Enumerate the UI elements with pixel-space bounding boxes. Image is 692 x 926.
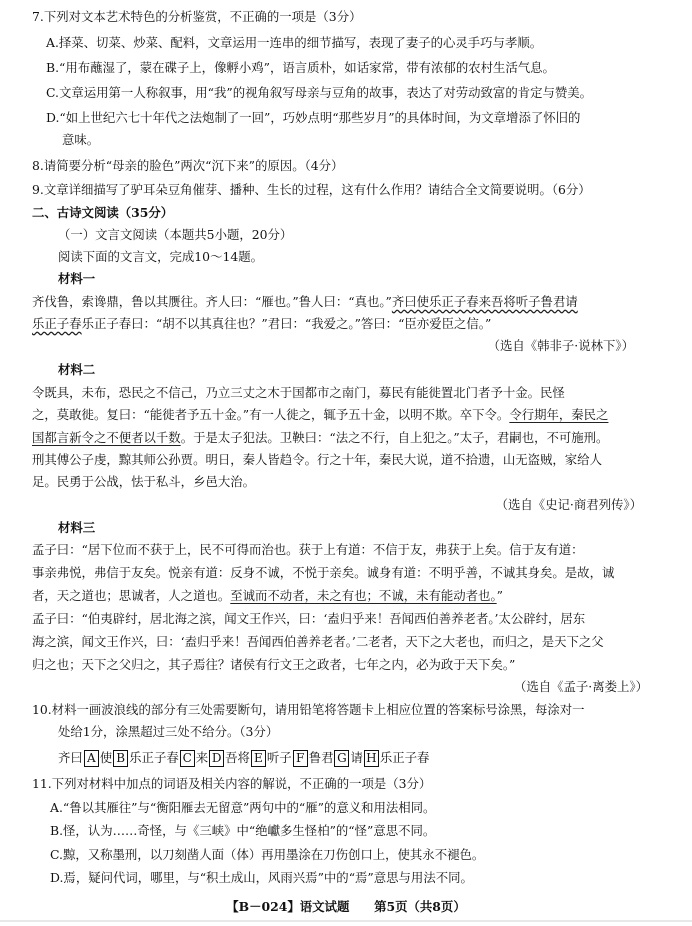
material-2-line-3 xyxy=(32,429,608,447)
m2-text: 之，莫敢徙。复曰：“能徙者予五十金。”有一人徙之，辄予五十金，以明不欺。卒下令。 xyxy=(32,407,510,422)
seq-text: 请 xyxy=(350,750,363,765)
m2-underlined-text-2: 国都言新令之不便者以千数 xyxy=(32,430,181,445)
material-3-line-2: 事亲弗悦，弗信于友矣。悦亲有道：反身不诚，不悦于亲矣。诚身有道：不明乎善，不诚其身矣。是故，诚 xyxy=(32,565,615,580)
seq-text: 听子 xyxy=(266,750,292,765)
q7-option-d: D.“如上世纪六七十年代之法炮制了一回”，巧妙点明“那些岁月”的具体时间，为文章增添了怀旧的 xyxy=(46,110,581,125)
material-3-line-6: 归之也；天下之父归之，其子焉往？诸侯有行文王之政者，七年之内，必为政于天下矣。” xyxy=(32,657,516,672)
m3-text-end: ” xyxy=(496,588,503,603)
q9-stem: 9.文章详细描写了驴耳朵豆角催芽、播种、生长的过程，这有什么作用？请结合全文简要说明。（6分） xyxy=(32,182,591,197)
q10-answer-sequence xyxy=(58,749,429,767)
q7-option-d-cont: 意味。 xyxy=(62,132,100,147)
page-footer: 【B－024】语文试题 第5页（共8页） xyxy=(226,899,466,914)
material-3-line-5: 海之滨，闻文王作兴，曰：‘盍归乎来！吾闻西伯善养老者。’二老者，天下之大老也，而归之，是天下之父 xyxy=(32,634,604,649)
m1-wavy-text-2: 乐正子春 xyxy=(32,316,82,331)
answer-box-a[interactable]: A xyxy=(84,750,99,767)
material-2-title: 材料二 xyxy=(58,362,96,377)
m2-text-3: 。于是太子犯法。卫鞅曰：“法之不行，自上犯之。”太子，君嗣也，不可施刑。 xyxy=(180,430,609,445)
q7-stem: 7.下列对文本艺术特色的分析鉴赏，不正确的一项是（3分） xyxy=(32,9,362,24)
material-1-source: （选自《韩非子·说林下》） xyxy=(487,338,634,353)
answer-box-e[interactable]: E xyxy=(251,750,266,767)
m1-wavy-text: 齐曰使乐正子春来吾将听子鲁君请 xyxy=(391,294,578,309)
material-3-source: （选自《孟子·离娄上》） xyxy=(513,679,648,694)
material-3-line-4: 孟子曰：“伯夷辟纣，居北海之滨，闻文王作兴，曰：‘盍归乎来！吾闻西伯善养老者。’太公辟纣，居东 xyxy=(32,611,586,626)
m2-underlined-text: 令行期年，秦民之 xyxy=(509,407,609,422)
seq-text: 吾将 xyxy=(225,750,250,765)
section-subtitle: （一）文言文阅读（本题共5小题，20分） xyxy=(58,227,293,242)
m1-text: 齐伐鲁，索谗鼎，鲁以其赝往。齐人曰：“雁也。”鲁人曰：“真也。” xyxy=(32,294,392,309)
seq-text: 使 xyxy=(99,750,113,765)
material-2-line-1: 令既具，未布，恐民之不信己，乃立三丈之木于国都市之南门，募民有能徙置北门者予十金。民怪 xyxy=(32,385,565,400)
material-3-line-1: 孟子曰：“居下位而不获于上，民不可得而治也。获于上有道：不信于友，弗获于上矣。信于友有道： xyxy=(32,542,584,557)
material-3-title: 材料三 xyxy=(58,520,96,535)
footer-divider xyxy=(0,920,692,922)
answer-box-b[interactable]: B xyxy=(113,750,128,767)
q10-stem: 10.材料一画波浪线的部分有三处需要断句，请用铅笔将答题卡上相应位置的答案标号涂黑，每涂对一 xyxy=(32,702,585,717)
answer-box-h[interactable]: H xyxy=(364,750,379,767)
q11-option-c: C.黥，又称墨刑，以刀刻凿人面（体）再用墨涂在刀伤创口上，使其永不褪色。 xyxy=(50,847,485,862)
material-2-line-2 xyxy=(32,406,608,424)
answer-box-f[interactable]: F xyxy=(293,750,308,767)
answer-box-c[interactable]: C xyxy=(180,750,195,767)
seq-text: 来 xyxy=(195,750,209,765)
q7-option-c: C.文章运用第一人称叙事，用“我”的视角叙写母亲与豆角的故事，表达了对劳动致富的肯定与赞美。 xyxy=(46,85,593,100)
q8-stem: 8.请简要分析“母亲的脸色”两次“沉下来”的原因。（4分） xyxy=(32,158,344,173)
q11-option-b: B.怪，认为……奇怪，与《三峡》中“绝巘多生怪柏”的“怪”意思不同。 xyxy=(50,823,436,838)
section-intro: 阅读下面的文言文，完成10～14题。 xyxy=(58,249,264,264)
q7-option-a: A.择菜、切菜、炒菜、配料，文章运用一连串的细节描写，表现了妻子的心灵手巧与孝顺。 xyxy=(46,35,543,50)
seq-text: 乐正子春 xyxy=(379,750,430,765)
q7-option-b: B.“用布蘸湿了，蒙在碟子上，像孵小鸡”，语言质朴，如话家常，带有浓郁的农村生活气息。 xyxy=(46,60,555,75)
q11-stem: 11.下列对材料中加点的词语及相关内容的解说，不正确的一项是（3分） xyxy=(32,776,432,791)
m1-text-2: 乐正子春曰：“胡不以其真往也？”君曰：“我爱之。”答曰：“臣亦爱臣之信。” xyxy=(81,316,492,331)
q11-option-d: D.焉，疑问代词，哪里，与“积土成山，风雨兴焉”中的“焉”意思与用法不同。 xyxy=(50,870,473,885)
material-1-line-1 xyxy=(32,293,578,311)
material-2-line-5: 足。民勇于公战，怯于私斗，乡邑大治。 xyxy=(32,474,256,489)
answer-box-d[interactable]: D xyxy=(209,750,224,767)
q11-option-a: A.“鲁以其雁往”与“衡阳雁去无留意”两句中的“雁”的意义和用法相同。 xyxy=(50,800,436,815)
m3-text: 者，天之道也；思诚者，人之道也。 xyxy=(32,588,231,603)
answer-box-g[interactable]: G xyxy=(334,750,349,767)
material-1-line-2 xyxy=(32,315,491,333)
material-1-title: 材料一 xyxy=(58,271,96,286)
material-2-source: （选自《史记·商君列传》） xyxy=(495,497,642,512)
seq-text: 齐曰 xyxy=(58,750,83,765)
q10-stem-cont: 处给1分，涂黑超过三处不给分。（3分） xyxy=(58,724,279,739)
section-title: 二、古诗文阅读（35分） xyxy=(32,205,174,220)
material-2-line-4: 刑其傅公子虔，黥其师公孙贾。明日，秦人皆趋令。行之十年，秦民大说，道不拾遗，山无盗贼，家给人 xyxy=(32,452,602,467)
seq-text: 乐正子春 xyxy=(129,750,179,765)
seq-text: 鲁君 xyxy=(308,750,334,765)
material-3-line-3 xyxy=(32,587,503,605)
m3-underlined-text: 至诚而不动者，未之有也；不诚，未有能动者也。 xyxy=(230,588,497,603)
